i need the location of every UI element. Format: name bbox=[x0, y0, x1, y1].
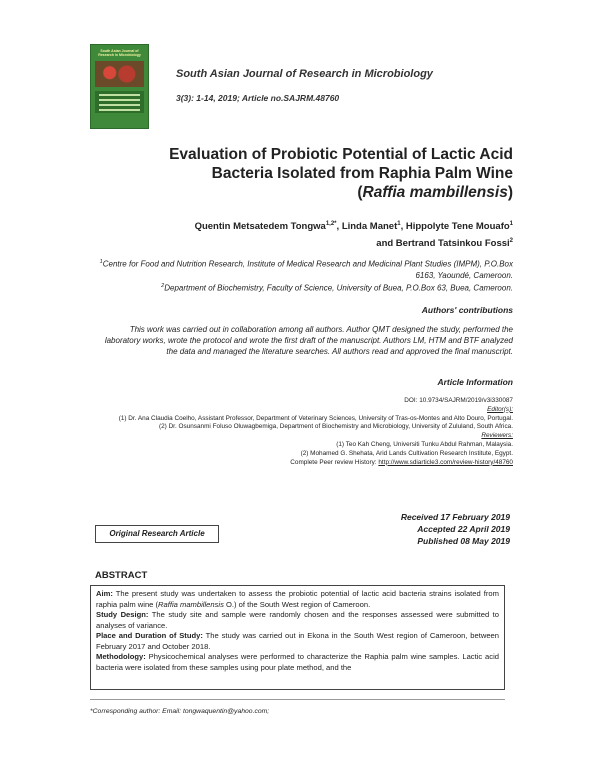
title-line-1: Evaluation of Probiotic Potential of Lactic Acid bbox=[169, 146, 513, 163]
corresponding-author-footnote: *Corresponding author: Email: tongwaquentin@yahoo.com; bbox=[90, 708, 270, 715]
journal-name: South Asian Journal of Research in Microbiology bbox=[176, 68, 433, 80]
accepted-date: Accepted 22 April 2019 bbox=[417, 524, 510, 534]
cover-artwork bbox=[95, 61, 144, 87]
reviewers-label: Reviewers: bbox=[481, 432, 513, 440]
abstract-aim: Aim: The present study was undertaken to assess the probiotic potential of lactic acid bacteria strains isolated from raphia palm wine (Raffia mambillensis O.) of the South West region of Cameroon. bbox=[96, 589, 499, 609]
cover-band bbox=[95, 91, 144, 113]
paper-title bbox=[113, 145, 513, 202]
author-name: Hippolyte Tene Mouafo bbox=[405, 221, 510, 233]
reviewer-entry: (2) Mohamed G. Shehata, Arid Lands Cultivation Research Institute, Egypt. bbox=[300, 449, 513, 457]
article-info bbox=[73, 397, 513, 467]
footnote-divider bbox=[90, 699, 505, 700]
cover-title: South Asian Journal of Research in Microbiology bbox=[98, 49, 141, 57]
journal-cover-image bbox=[90, 44, 149, 129]
received-date: Received 17 February 2019 bbox=[400, 512, 510, 522]
affiliation-1: $^1$Centre for Food and Nutrition Research, Institute of Medical Research and Medicinal Plant Studies (IMPM), P.O.Box 6163, Yaoundé, Cameroon. bbox=[99, 259, 513, 280]
contributions-heading: Authors' contributions bbox=[421, 305, 513, 315]
review-history-link[interactable]: http://www.sdiarticle3.com/review-history/48760 bbox=[378, 458, 513, 466]
article-type-box: Original Research Article bbox=[95, 525, 219, 543]
editor-entry: (1) Dr. Ana Claudia Coelho, Assistant Professor, Department of Veterinary Sciences, University of Tras-os-Montes and Alto Douro, Portugal. bbox=[118, 414, 513, 422]
abstract-methodology: Methodology: Physicochemical analyses were performed to characterize the Raphia palm wine samples. Lactic acid bacteria were isolated from these samples using pour plate method, and the bbox=[96, 652, 499, 672]
abstract-box bbox=[90, 585, 505, 690]
reviewer-entry: (1) Teo Kah Cheng, Universiti Tunku Abdul Rahman, Malaysia. bbox=[336, 440, 513, 448]
author-name: Linda Manet bbox=[341, 221, 398, 233]
doi: DOI: 10.9734/SAJRM/2019/v3i330087 bbox=[404, 397, 513, 404]
journal-volume: 3(3): 1-14, 2019; Article no.SAJRM.48760 bbox=[176, 93, 340, 103]
title-line-3: (Raffia mambillensis) bbox=[357, 184, 513, 201]
published-date: Published 08 May 2019 bbox=[417, 536, 510, 546]
abstract-heading: ABSTRACT bbox=[95, 570, 148, 581]
title-species: Raffia mambillensis bbox=[362, 184, 508, 201]
author-name: Quentin Metsatedem Tongwa bbox=[194, 221, 326, 233]
author-list: Quentin Metsatedem Tongwa$^{1,2*}$, Linda Manet$^1$, Hippolyte Tene Mouafo$^1$ and Bertrand Tatsinkou Fossi$^2$ bbox=[194, 221, 513, 250]
abstract-design: Study Design: The study site and sample were randomly chosen and the responses assessed were submitted to analyses of variance. bbox=[96, 610, 499, 630]
article-info-heading: Article Information bbox=[437, 377, 513, 387]
author-name: and Bertrand Tatsinkou Fossi bbox=[376, 238, 510, 250]
title-line-2: Bacteria Isolated from Raphia Palm Wine bbox=[211, 165, 513, 182]
affiliations bbox=[93, 257, 513, 293]
editor-entry: (2) Dr. Osunsanmi Foluso Oluwagbemiga, Department of Biochemistry and Microbiology, University of Zululand, South Africa. bbox=[158, 423, 513, 431]
affiliation-2: $^2$Department of Biochemistry, Faculty of Science, University of Buea, P.O.Box 63, Buea, Cameroon. bbox=[161, 282, 513, 293]
abstract-place: Place and Duration of Study: The study was carried out in Ekona in the South West region of Cameroon, between February 2017 and October 2018. bbox=[96, 631, 499, 651]
review-history: Complete Peer review History: http://www.sdiarticle3.com/review-history/48760 bbox=[290, 458, 513, 466]
editors-label: Editor(s): bbox=[487, 405, 513, 413]
article-dates bbox=[401, 511, 510, 547]
contributions-text: This work was carried out in collaboration among all authors. Author QMT designed the study, performed the laboratory works, wrote the protocol and wrote the first draft of the manuscript. Authors LM, HTM and BTF analyzed the data and managed the literature searches. All authors read and approved the final manuscript. bbox=[104, 325, 513, 356]
